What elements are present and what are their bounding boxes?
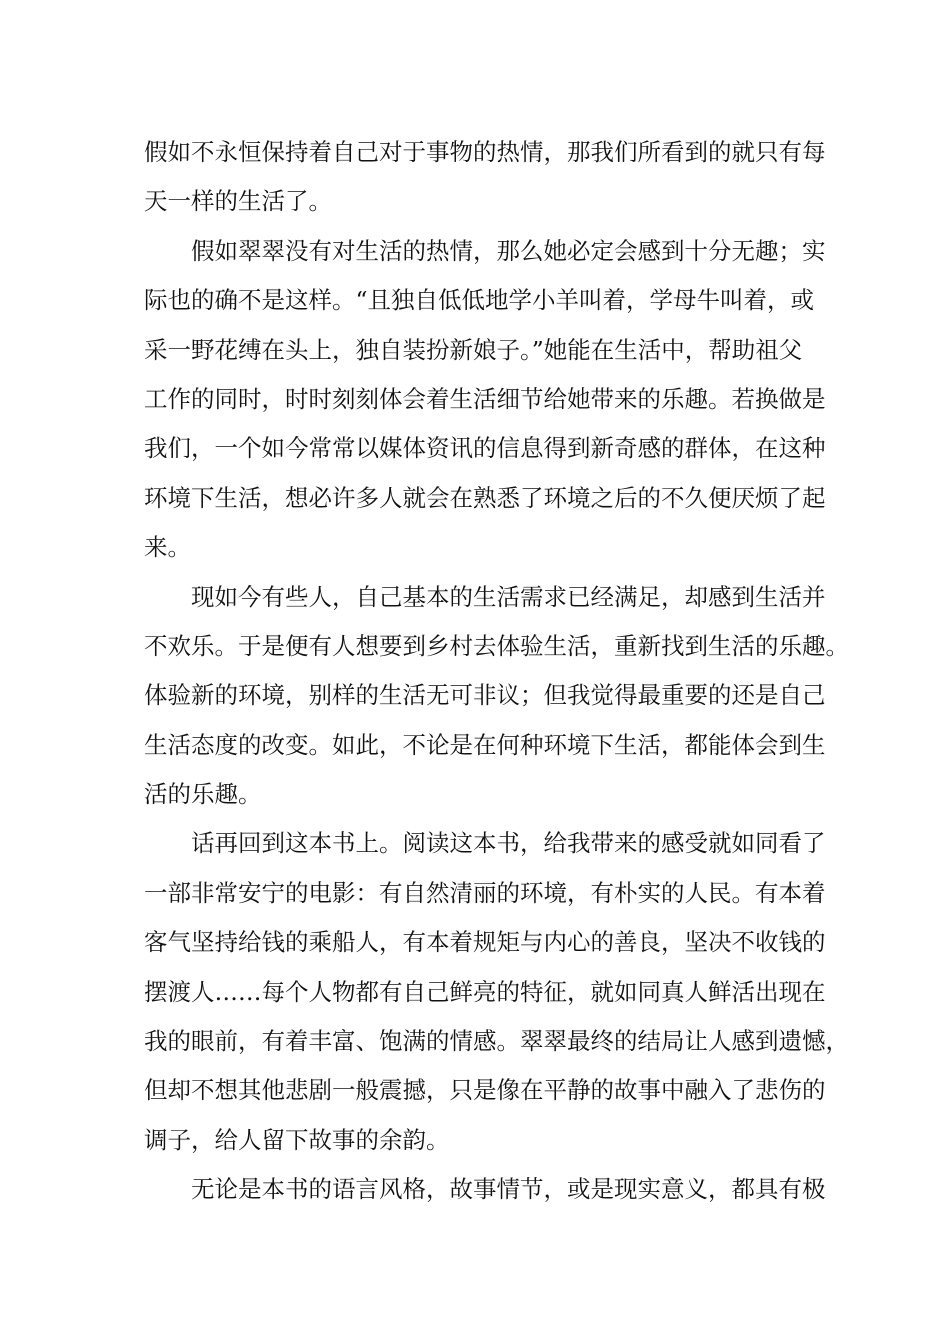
text-line: 环境下生活，想必许多人就会在熟悉了环境之后的不久便厌烦了起 (144, 483, 826, 512)
paragraph-start-line: 现如今有些人，自己基本的生活需求已经满足，却感到生活并 (191, 582, 826, 611)
essay-body (144, 128, 849, 1215)
text-line: 活的乐趣。 (144, 780, 262, 809)
paragraph-start-line: 假如翠翠没有对生活的热情，那么她必定会感到十分无趣；实 (191, 236, 826, 265)
text-line: 际也的确不是这样。“且独自低低地学小羊叫着，学母牛叫着，或 (144, 286, 815, 315)
text-line: 假如不永恒保持着自己对于事物的热情，那我们所看到的就只有每 (144, 138, 826, 166)
text-line: 客气坚持给钱的乘船人，有本着规矩与内心的善良，坚决不收钱的 (144, 928, 826, 957)
text-line: 来。 (144, 533, 191, 562)
text-line: 摆渡人……每个人物都有自己鲜亮的特征，就如同真人鲜活出现在 (144, 977, 826, 1006)
text-line: 我们，一个如今常常以媒体资讯的信息得到新奇感的群体，在这种 (144, 434, 826, 463)
text-line: 体验新的环境，别样的生活无可非议；但我觉得最重要的还是自己 (144, 681, 826, 710)
text-line: 但却不想其他悲剧一般震撼，只是像在平静的故事中融入了悲伤的 (144, 1076, 826, 1105)
text-line: 一部非常安宁的电影：有自然清丽的环境，有朴实的人民。有本着 (144, 878, 826, 907)
text-line: 生活态度的改变。如此，不论是在何种环境下生活，都能体会到生 (144, 730, 826, 759)
text-line: 采一野花缚在头上，独自装扮新娘子。”她能在生活中，帮助祖父 (144, 335, 803, 364)
paragraph-start-line: 无论是本书的语言风格，故事情节，或是现实意义，都具有极 (191, 1175, 826, 1204)
text-line: 我的眼前，有着丰富、饱满的情感。翠翠最终的结局让人感到遗憾， (144, 1027, 849, 1056)
text-line: 不欢乐。于是便有人想要到乡村去体验生活，重新找到生活的乐趣。 (144, 631, 849, 660)
text-line: 天一样的生活了。 (144, 187, 332, 216)
text-line: 调子，给人留下故事的余韵。 (144, 1125, 450, 1154)
paragraph-start-line: 话再回到这本书上。阅读这本书，给我带来的感受就如同看了 (191, 829, 826, 858)
text-line: 工作的同时，时时刻刻体会着生活细节给她带来的乐趣。若换做是 (144, 384, 826, 413)
